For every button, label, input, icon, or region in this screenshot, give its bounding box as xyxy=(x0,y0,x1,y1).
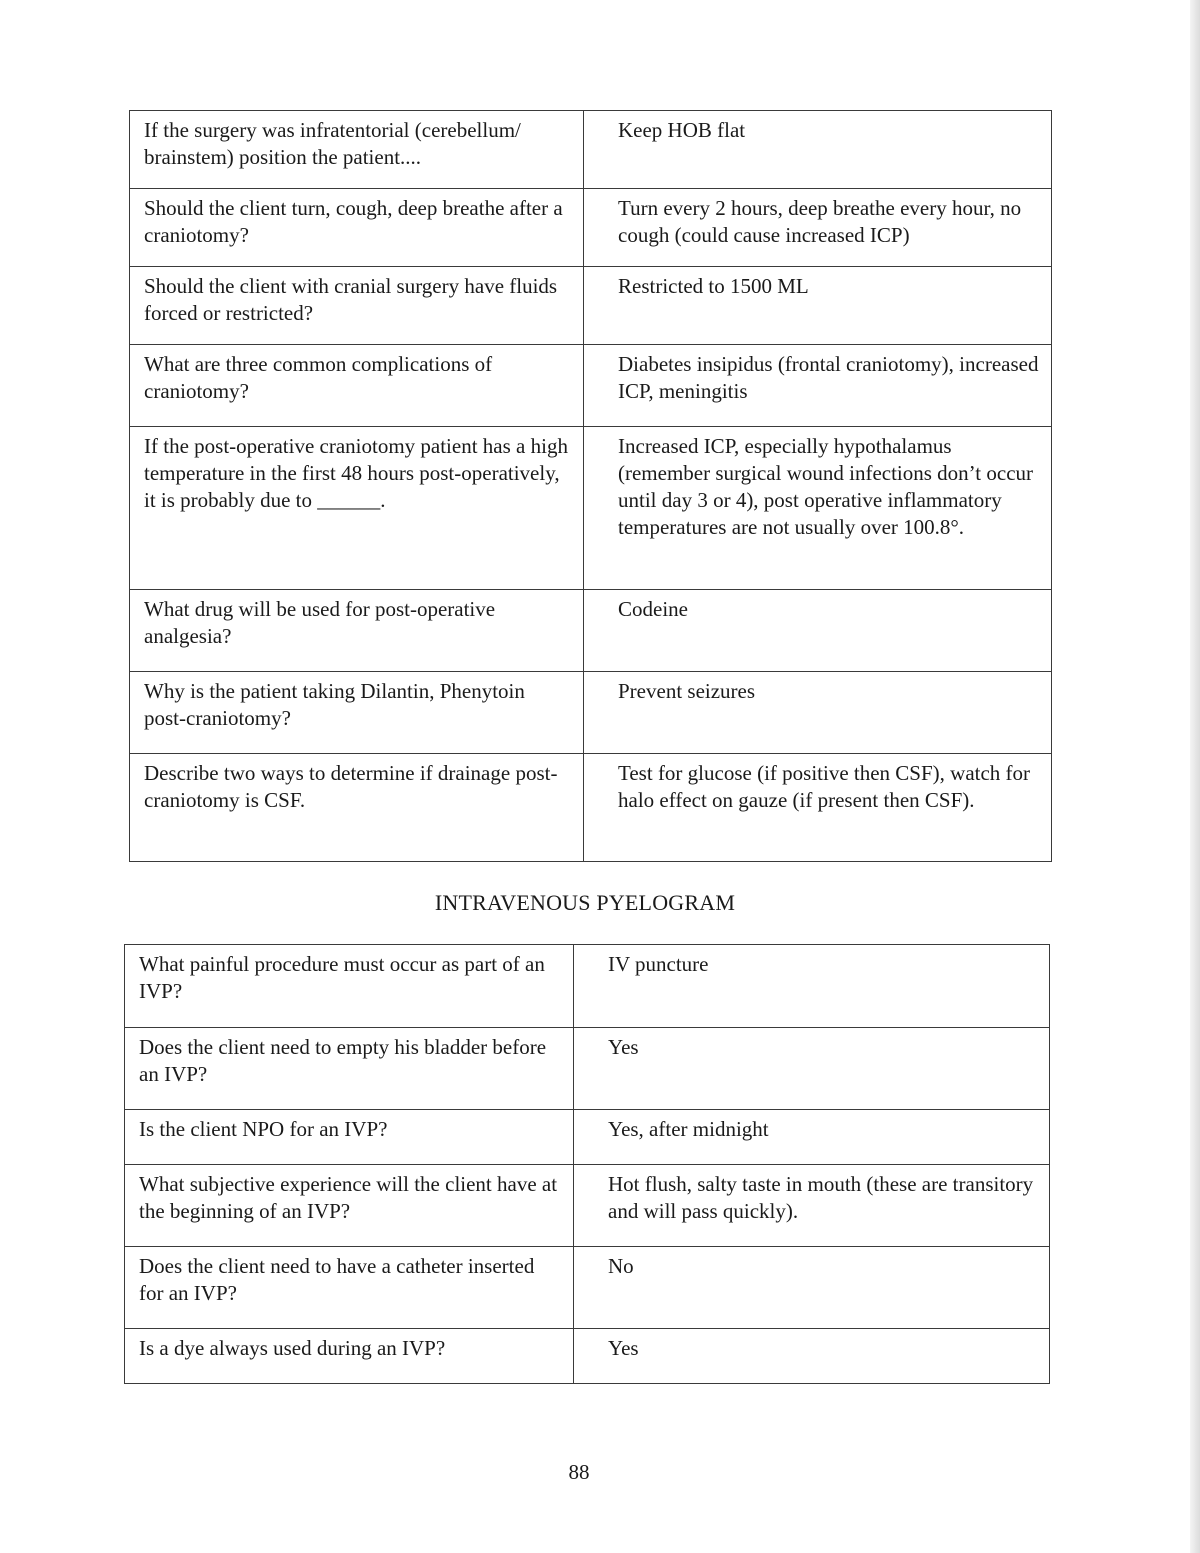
answer-cell: Keep HOB flat xyxy=(584,111,1052,189)
answer-cell: Restricted to 1500 ML xyxy=(584,267,1052,345)
answer-cell: Yes xyxy=(574,1028,1050,1110)
question-cell: If the surgery was infratentorial (cerebellum/ brainstem) position the patient.... xyxy=(130,111,584,189)
answer-cell: Turn every 2 hours, deep breathe every hour, no cough (could cause increased ICP) xyxy=(584,189,1052,267)
table-row xyxy=(130,267,1052,345)
table-row xyxy=(125,1110,1050,1165)
table-row xyxy=(130,189,1052,267)
question-cell: Should the client turn, cough, deep breathe after a craniotomy? xyxy=(130,189,584,267)
question-cell: If the post-operative craniotomy patient has a high temperature in the first 48 hours post-operatively, it is probably due to ______. xyxy=(130,427,584,590)
ivp-qa-table xyxy=(124,944,1050,1384)
answer-cell: Test for glucose (if positive then CSF), watch for halo effect on gauze (if present then CSF). xyxy=(584,754,1052,862)
page-number: 88 xyxy=(568,1460,590,1484)
question-cell: Describe two ways to determine if drainage post-craniotomy is CSF. xyxy=(130,754,584,862)
table-row xyxy=(130,754,1052,862)
question-cell: Does the client need to empty his bladder before an IVP? xyxy=(125,1028,574,1110)
table-row xyxy=(125,1247,1050,1329)
answer-cell: IV puncture xyxy=(574,945,1050,1028)
question-cell: Why is the patient taking Dilantin, Phenytoin post-craniotomy? xyxy=(130,672,584,754)
question-cell: What drug will be used for post-operative analgesia? xyxy=(130,590,584,672)
scan-edge-shadow xyxy=(1190,0,1200,1553)
table-row xyxy=(130,427,1052,590)
table-row xyxy=(130,590,1052,672)
table-row xyxy=(130,672,1052,754)
question-cell: What are three common complications of craniotomy? xyxy=(130,345,584,427)
table-row xyxy=(130,345,1052,427)
craniotomy-qa-table xyxy=(129,110,1052,862)
section-title: INTRAVENOUS PYELOGRAM xyxy=(434,890,736,915)
table-row xyxy=(125,1165,1050,1247)
question-cell: What subjective experience will the client have at the beginning of an IVP? xyxy=(125,1165,574,1247)
table-row xyxy=(125,945,1050,1028)
answer-cell: Diabetes insipidus (frontal craniotomy), increased ICP, meningitis xyxy=(584,345,1052,427)
answer-cell: Yes xyxy=(574,1329,1050,1384)
question-cell: Is the client NPO for an IVP? xyxy=(125,1110,574,1165)
answer-cell: Hot flush, salty taste in mouth (these are transitory and will pass quickly). xyxy=(574,1165,1050,1247)
question-cell: Should the client with cranial surgery have fluids forced or restricted? xyxy=(130,267,584,345)
answer-cell: No xyxy=(574,1247,1050,1329)
answer-cell: Increased ICP, especially hypothalamus (remember surgical wound infections don’t occur until day 3 or 4), post operative inflammatory temperatures are not usually over 100.8°. xyxy=(584,427,1052,590)
question-cell: Is a dye always used during an IVP? xyxy=(125,1329,574,1384)
answer-cell: Prevent seizures xyxy=(584,672,1052,754)
question-cell: Does the client need to have a catheter inserted for an IVP? xyxy=(125,1247,574,1329)
answer-cell: Yes, after midnight xyxy=(574,1110,1050,1165)
table-row xyxy=(130,111,1052,189)
table-row xyxy=(125,1028,1050,1110)
question-cell: What painful procedure must occur as part of an IVP? xyxy=(125,945,574,1028)
table-row xyxy=(125,1329,1050,1384)
answer-cell: Codeine xyxy=(584,590,1052,672)
